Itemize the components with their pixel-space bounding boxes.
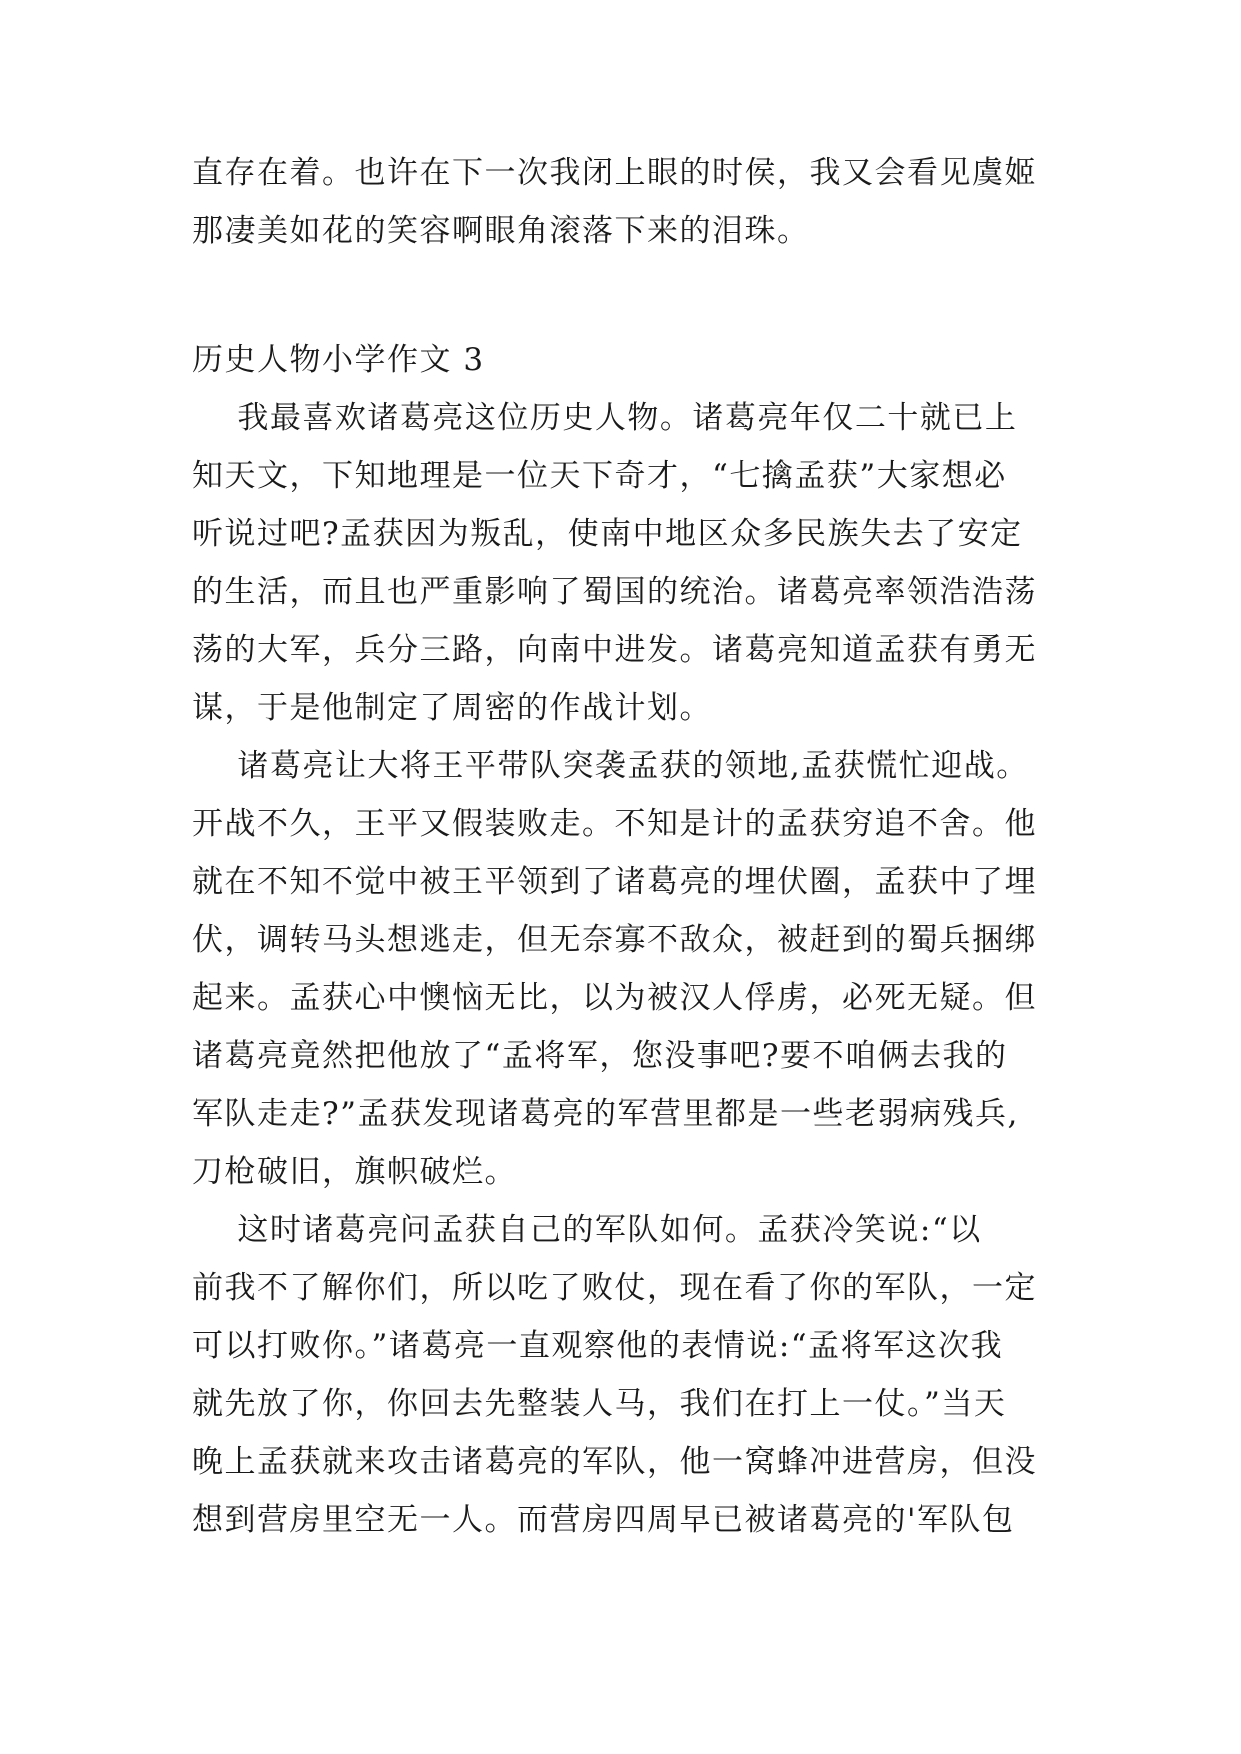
text-line: 诸葛亮让大将王平带队突袭孟获的领地,孟获慌忙迎战。 <box>192 748 1029 784</box>
text-line: 荡的大军，兵分三路，向南中进发。诸葛亮知道孟获有勇无 <box>192 632 1037 668</box>
text-line: 刀枪破旧，旗帜破烂。 <box>192 1154 517 1190</box>
text-line: 可以打败你。”诸葛亮一直观察他的表情说:“孟将军这次我 <box>192 1328 1004 1364</box>
text-line: 这时诸葛亮问孟获自己的军队如何。孟获冷笑说:“以 <box>192 1212 982 1248</box>
text-line: 诸葛亮竟然把他放了“孟将军，您没事吧?要不咱俩去我的 <box>192 1038 1008 1074</box>
text-line: 军队走走?”孟获发现诸葛亮的军营里都是一些老弱病残兵, <box>192 1096 1019 1132</box>
text-line: 前我不了解你们，所以吃了败仗，现在看了你的军队，一定 <box>192 1270 1037 1306</box>
text-line: 想到营房里空无一人。而营房四周早已被诸葛亮的'军队包 <box>192 1502 1015 1538</box>
section-title: 历史人物小学作文 3 <box>192 342 485 378</box>
text-line: 就先放了你，你回去先整装人马，我们在打上一仗。”当天 <box>192 1386 1007 1422</box>
text-line: 的生活，而且也严重影响了蜀国的统治。诸葛亮率领浩浩荡 <box>192 574 1037 610</box>
text-line: 伏，调转马头想逃走，但无奈寡不敌众，被赶到的蜀兵捆绑 <box>192 922 1037 958</box>
text-line: 就在不知不觉中被王平领到了诸葛亮的埋伏圈，孟获中了埋 <box>192 864 1037 900</box>
text-line: 直存在着。也许在下一次我闭上眼的时侯，我又会看见虞姬 <box>192 155 1037 191</box>
text-line: 我最喜欢诸葛亮这位历史人物。诸葛亮年仅二十就已上 <box>192 400 1018 436</box>
text-line: 晚上孟获就来攻击诸葛亮的军队，他一窝蜂冲进营房，但没 <box>192 1444 1037 1480</box>
text-line: 那凄美如花的笑容啊眼角滚落下来的泪珠。 <box>192 213 810 249</box>
text-line: 谋，于是他制定了周密的作战计划。 <box>192 690 712 726</box>
text-line: 知天文，下知地理是一位天下奇才，“七擒孟获”大家想必 <box>192 458 1007 494</box>
text-line: 起来。孟获心中懊恼无比，以为被汉人俘虏，必死无疑。但 <box>192 980 1037 1016</box>
text-line: 开战不久，王平又假装败走。不知是计的孟获穷追不舍。他 <box>192 806 1037 842</box>
text-line: 听说过吧?孟获因为叛乱，使南中地区众多民族失去了安定 <box>192 516 1023 552</box>
